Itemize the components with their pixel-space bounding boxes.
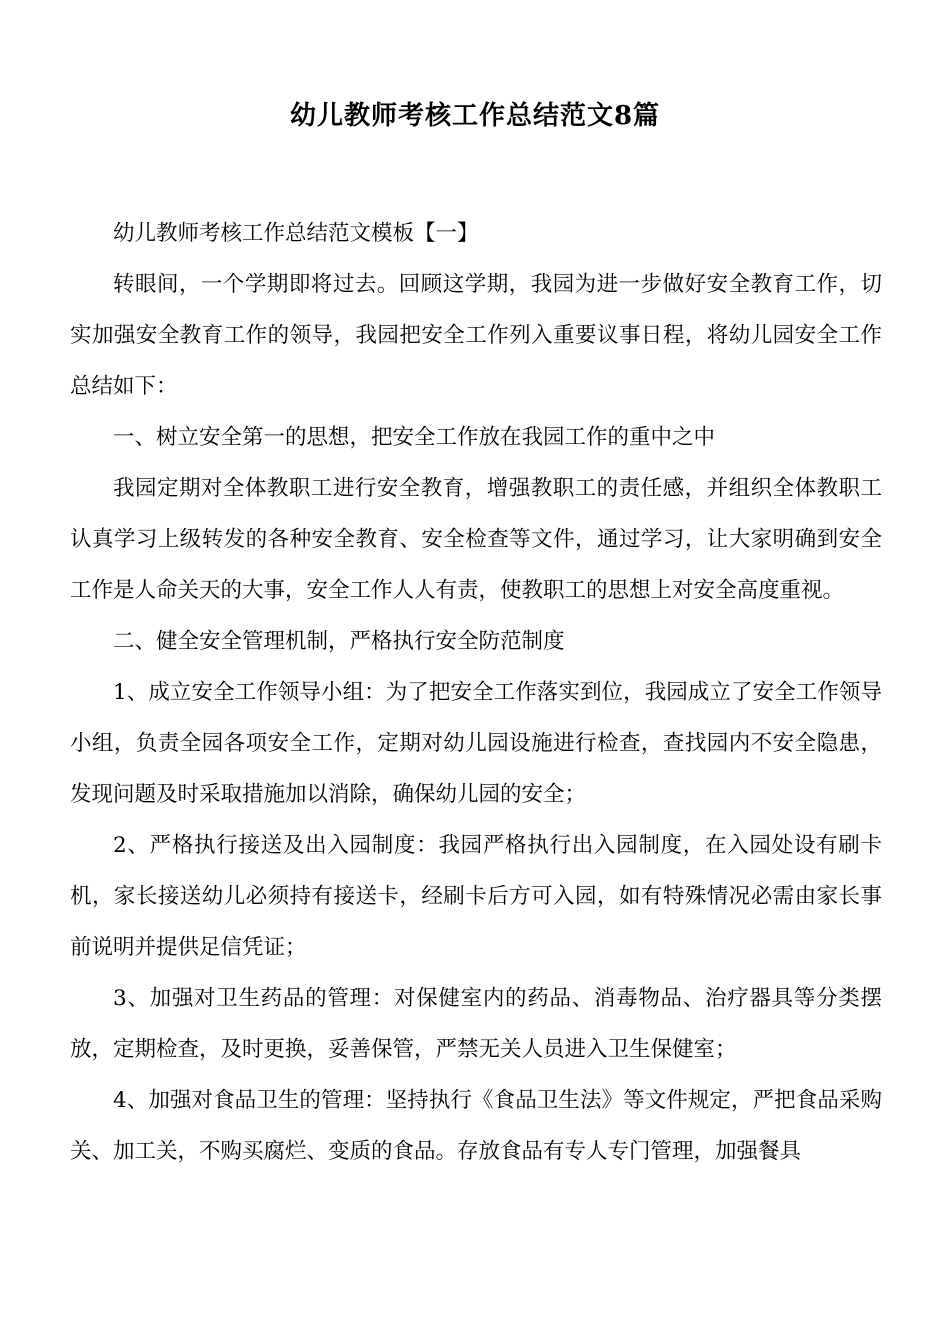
document-title: 幼儿教师考核工作总结范文8篇 [289, 101, 661, 131]
list-item-3: 3、加强对卫生药品的管理：对保健室内的药品、消毒物品、治疗器具等分类摆放，定期检查，及时更换，妥善保管，严禁无关人员进入卫生保健室； [70, 986, 882, 1062]
list-item-1: 1、成立安全工作领导小组：为了把安全工作落实到位，我园成立了安全工作领导小组，负责全园各项安全工作，定期对幼儿园设施进行检查，查找园内不安全隐患，发现问题及时采取措施加以消除，确保幼儿园的安全； [70, 680, 882, 807]
subheading-two: 二、健全安全管理机制，严格执行安全防范制度 [113, 629, 565, 654]
section-heading: 幼儿教师考核工作总结范文模板【一】 [113, 221, 479, 246]
document-body [70, 208, 882, 1177]
subheading-one: 一、树立安全第一的思想，把安全工作放在我园工作的重中之中 [113, 425, 716, 450]
intro-paragraph: 转眼间，一个学期即将过去。回顾这学期，我园为进一步做好安全教育工作，切实加强安全教育工作的领导，我园把安全工作列入重要议事日程，将幼儿园安全工作总结如下： [70, 272, 882, 399]
list-item-2: 2、严格执行接送及出入园制度：我园严格执行出入园制度，在入园处设有刷卡机，家长接送幼儿必须持有接送卡，经刷卡后方可入园，如有特殊情况必需由家长事前说明并提供足信凭证； [70, 833, 882, 960]
list-item-4: 4、加强对食品卫生的管理：坚持执行《食品卫生法》等文件规定，严把食品采购关、加工关，不购买腐烂、变质的食品。存放食品有专人专门管理，加强餐具 [70, 1088, 882, 1164]
body-paragraph: 我园定期对全体教职工进行安全教育，增强教职工的责任感，并组织全体教职工认真学习上级转发的各种安全教育、安全检查等文件，通过学习，让大家明确到安全工作是人命关天的大事，安全工作人人有责，使教职工的思想上对安全高度重视。 [70, 476, 882, 603]
